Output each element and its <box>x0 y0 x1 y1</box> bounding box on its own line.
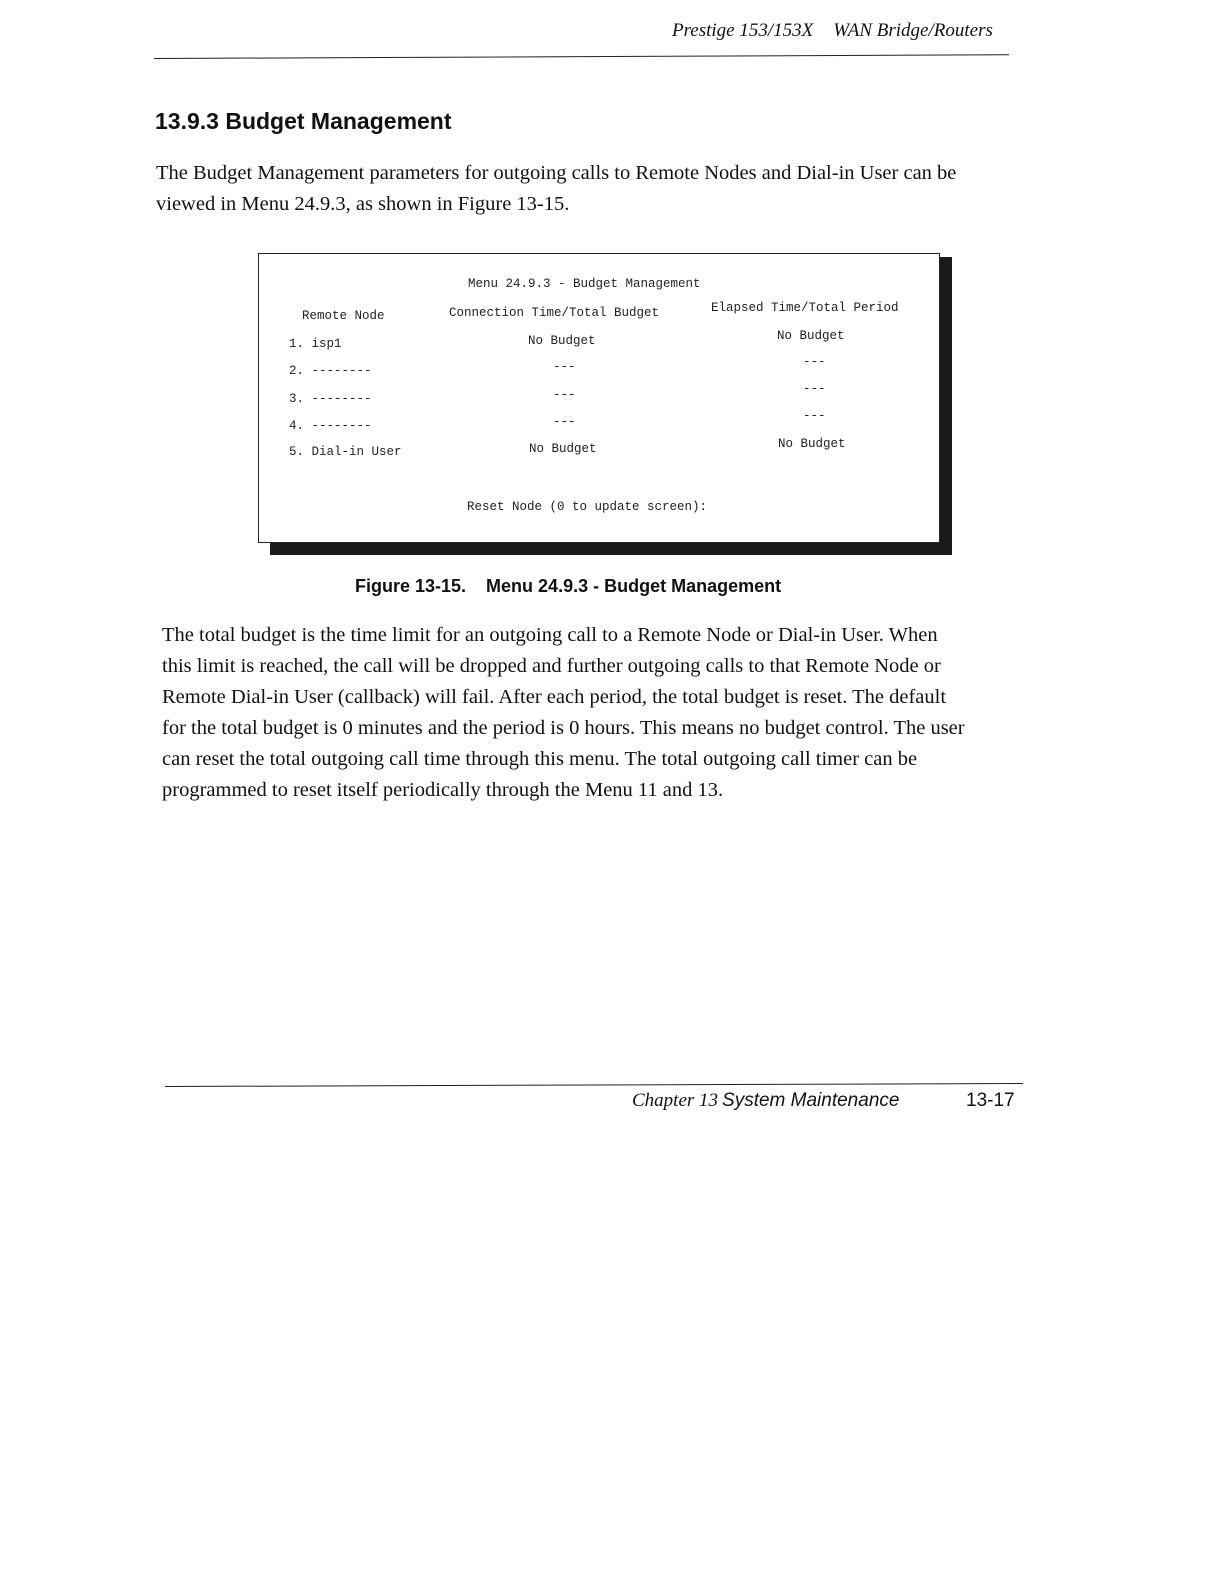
node-row-4-elapsed: --- <box>803 409 826 423</box>
column-header-remote-node: Remote Node <box>302 309 385 323</box>
screen-title: Menu 24.9.3 - Budget Management <box>468 277 701 291</box>
header-product: Prestige 153/153X <box>672 20 814 41</box>
node-row-2-name: 2. -------- <box>289 364 372 378</box>
body-line: this limit is reached, the call will be dropped and further outgoing calls to that Remote Node or <box>162 655 941 677</box>
node-row-2-elapsed: --- <box>803 355 826 369</box>
node-row-1-connection: No Budget <box>528 334 596 348</box>
node-row-3-elapsed: --- <box>803 382 826 396</box>
intro-paragraph <box>156 158 1016 220</box>
footer-chapter-title: System Maintenance <box>722 1090 900 1111</box>
footer-rule <box>165 1083 1023 1087</box>
node-row-4-connection: --- <box>553 415 576 429</box>
body-line: Remote Dial-in User (callback) will fail. After each period, the total budget is reset. The default <box>162 686 947 708</box>
intro-line: The Budget Management parameters for outgoing calls to Remote Nodes and Dial-in User can be <box>156 162 957 184</box>
column-header-connection-time: Connection Time/Total Budget <box>449 306 660 320</box>
body-line: for the total budget is 0 minutes and the period is 0 hours. This means no budget control. The user <box>162 717 965 739</box>
footer-chapter <box>632 1090 899 1112</box>
node-row-5-connection: No Budget <box>529 442 597 456</box>
header-rule <box>154 54 1009 59</box>
node-row-5-elapsed: No Budget <box>778 437 846 451</box>
menu-screen <box>258 253 940 543</box>
node-row-1-name: 1. isp1 <box>289 337 342 351</box>
node-row-4-name: 4. -------- <box>289 419 372 433</box>
node-row-2-connection: --- <box>553 360 576 374</box>
reset-node-prompt: Reset Node (0 to update screen): <box>467 500 708 514</box>
body-line: can reset the total outgoing call time through this menu. The total outgoing call timer can be <box>162 748 918 770</box>
screen-shadow-bottom <box>270 541 952 555</box>
screen-shadow-right <box>938 257 952 555</box>
page-number: 13-17 <box>966 1090 1015 1111</box>
body-line: The total budget is the time limit for an outgoing call to a Remote Node or Dial-in User. When <box>162 624 938 646</box>
intro-line: viewed in Menu 24.9.3, as shown in Figure 13-15. <box>156 193 570 215</box>
node-row-5-name: 5. Dial-in User <box>289 445 402 459</box>
figure-caption <box>355 576 781 597</box>
body-line: programmed to reset itself periodically through the Menu 11 and 13. <box>162 779 724 801</box>
node-row-1-elapsed: No Budget <box>777 329 845 343</box>
header-category: WAN Bridge/Routers <box>833 20 993 41</box>
body-paragraph <box>162 620 1022 806</box>
figure-label: Figure 13-15. <box>355 576 467 596</box>
figure-title: Menu 24.9.3 - Budget Management <box>486 576 782 596</box>
footer-chapter-label: Chapter 13 <box>632 1090 719 1111</box>
section-title: 13.9.3 Budget Management <box>155 108 452 134</box>
column-header-elapsed-time: Elapsed Time/Total Period <box>711 301 899 315</box>
node-row-3-connection: --- <box>553 388 576 402</box>
node-row-3-name: 3. -------- <box>289 392 372 406</box>
running-header <box>672 20 993 42</box>
